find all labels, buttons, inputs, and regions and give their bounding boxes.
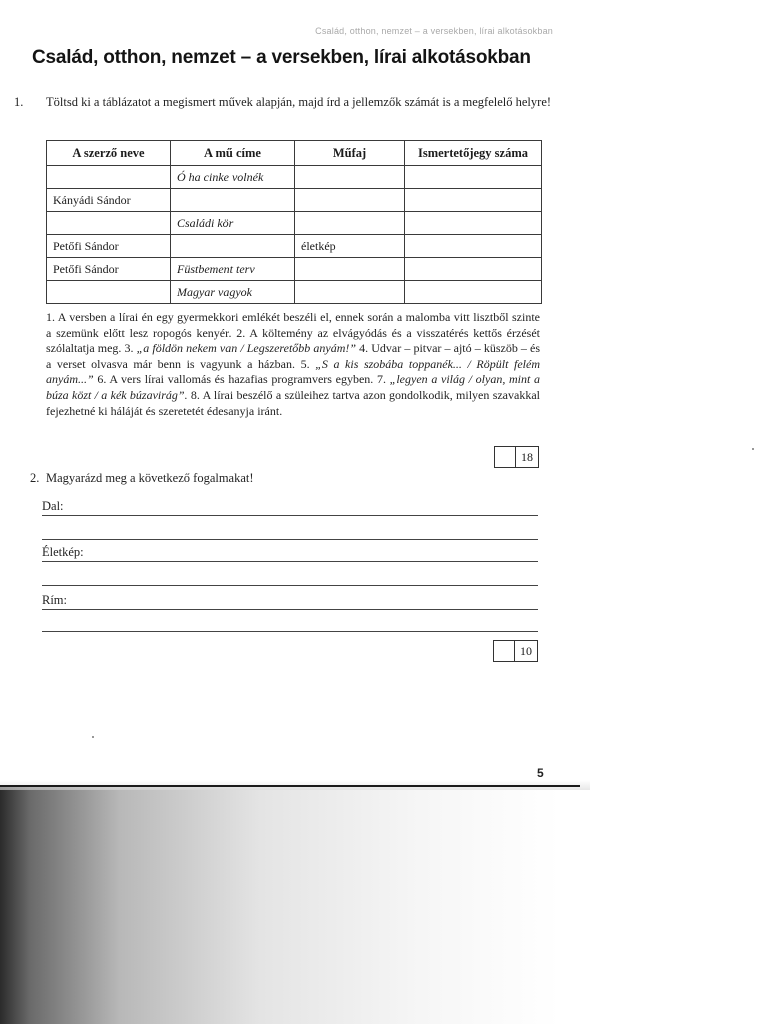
table-row [47,212,542,235]
answer-rule [42,609,538,610]
cell-work-title[interactable]: Családi kör [171,212,295,235]
page-title: Család, otthon, nemzet – a versekben, lírai alkotásokban [32,47,531,68]
cell-author[interactable] [47,166,171,189]
cell-work-title[interactable]: Füstbement terv [171,258,295,281]
page-number: 5 [537,766,544,780]
works-table [46,140,542,304]
header-feature-number: Ismertetőjegy száma [405,141,542,166]
scan-speck [92,736,94,738]
task2-number: 2. [30,471,40,485]
feature-text: 6. A vers lírai vallomás és hazafias programvers egyben. 7. [93,372,390,387]
running-header: Család, otthon, nemzet – a versekben, lírai alkotásokban [315,26,553,36]
feature-text: 4. Udvar – pitvar – ajtó – küszöb – és a verset olvasva már benn is vagyunk a házban. 5. [46,341,541,371]
cell-work-title[interactable] [171,189,295,212]
answer-rule [42,515,538,516]
blank-answer-line[interactable] [42,585,538,586]
table-row [47,235,542,258]
cell-feature-number[interactable] [405,189,542,212]
table-row [47,258,542,281]
task1-number: 1. [14,95,24,109]
scan-shadow [0,786,768,1024]
cell-author[interactable] [47,281,171,304]
cell-genre[interactable] [295,166,405,189]
cell-author[interactable] [47,212,171,235]
cell-genre[interactable] [295,189,405,212]
cell-author[interactable]: Petőfi Sándor [47,235,171,258]
task2-score-box [493,640,538,662]
header-author: A szerző neve [47,141,171,166]
term-label: Rím: [42,593,68,607]
blank-answer-line[interactable] [42,539,538,540]
cell-work-title[interactable] [171,235,295,258]
cell-genre[interactable] [295,281,405,304]
task1-instruction-text: Töltsd ki a táblázatot a megismert művek alapján, majd írd a jellemzők számát is a megfelelő helyre! [46,95,552,109]
task1-instruction [14,94,561,110]
blank-answer-line[interactable] [42,631,538,632]
term-label: Dal: [42,499,64,513]
max-points: 10 [515,640,538,662]
max-points: 18 [516,446,539,468]
feature-text: 1. A versben a lírai én egy gyermekkori emlékét beszéli el, ennek során a malomba vitt lisztből szinte a szemünk előtt lesz ropogós kenyér. 2. A költemény az elvágyódás és a visszatérés kettős érzését szólaltatja meg. 3. [46,310,540,356]
score-input-box[interactable] [493,640,515,662]
cell-feature-number[interactable] [405,281,542,304]
cell-genre[interactable] [295,258,405,281]
cell-work-title[interactable]: Ó ha cinke volnék [171,166,295,189]
header-genre: Műfaj [295,141,405,166]
answer-line-dal[interactable] [42,500,538,516]
task2-instruction [30,470,254,486]
cell-author[interactable]: Petőfi Sándor [47,258,171,281]
answer-line-eletkep[interactable] [42,546,538,562]
table-row [47,189,542,212]
scan-speck [752,448,754,450]
table-row [47,281,542,304]
feature-quote: „a földön nekem van / Legszeretőbb anyám!” [136,341,357,356]
table-header-row [47,141,542,166]
table-row [47,166,542,189]
task1-score-box [494,446,539,468]
task2-instruction-text: Magyarázd meg a következő fogalmakat! [46,471,254,485]
cell-feature-number[interactable] [405,212,542,235]
feature-text: 8. A lírai beszélő a szüleihez tartva azon gondolkodik, milyen szavakkal fejezhetné ki háláját és szeretetét édesanyja iránt. [46,387,540,418]
footer-rule [0,782,580,790]
cell-feature-number[interactable] [405,258,542,281]
cell-genre[interactable]: életkép [295,235,405,258]
term-label: Életkép: [42,545,84,559]
header-work-title: A mű címe [171,141,295,166]
cell-author[interactable]: Kányádi Sándor [47,189,171,212]
cell-work-title[interactable]: Magyar vagyok [171,281,295,304]
answer-rule [42,561,538,562]
feature-quote: „legyen a világ / olyan, mint a búza közt / a kék búzavirág”. [46,372,540,402]
score-input-box[interactable] [494,446,516,468]
answer-line-rim[interactable] [42,594,538,610]
features-paragraph [46,310,540,419]
cell-genre[interactable] [295,212,405,235]
feature-quote: „S a kis szobába toppanék... / Röpült felém anyám...” [46,356,540,387]
cell-feature-number[interactable] [405,235,542,258]
cell-feature-number[interactable] [405,166,542,189]
